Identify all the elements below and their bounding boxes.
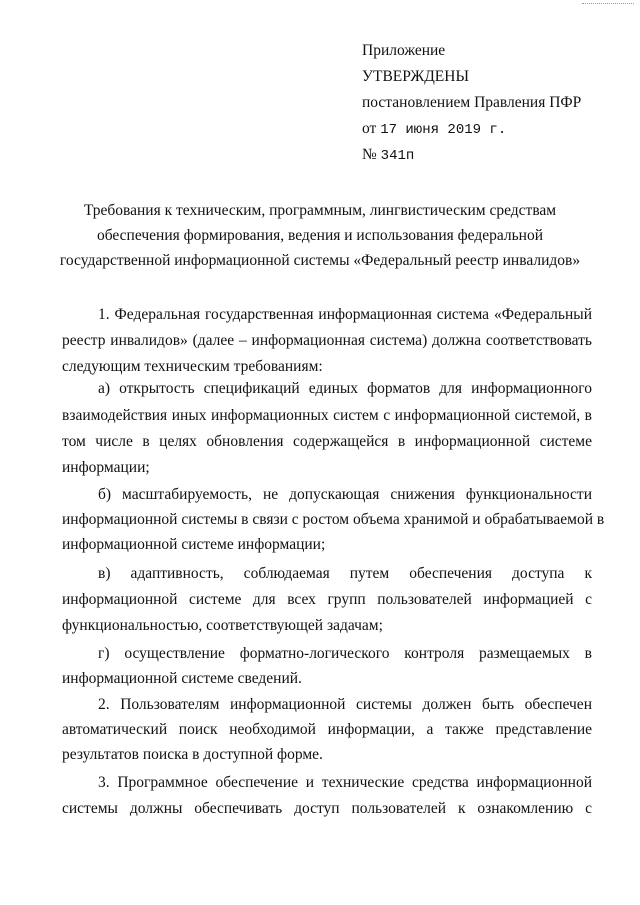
resolution-date-line xyxy=(362,116,581,142)
paragraph-line: 2. Пользователям информационной системы должен быть обеспечен xyxy=(98,696,592,713)
paragraph-line: информационной системы в связи с ростом объема хранимой и обрабатываемой в xyxy=(62,511,605,528)
paragraph-line: б) масштабируемость, не допускающая снижения функциональности xyxy=(98,486,592,503)
resolution-number-line xyxy=(362,142,581,168)
approval-block xyxy=(362,38,581,168)
resolution-number: 341п xyxy=(380,148,415,164)
scan-edge-mark xyxy=(582,3,634,4)
paragraph-line: г) осуществление форматно-логического контроля размещаемых в xyxy=(98,645,592,662)
title-line-1: Требования к техническим, программным, лингвистическим средствам xyxy=(83,202,557,219)
paragraph-line: следующим техническим требованиям: xyxy=(62,358,323,375)
paragraph-line: в) адаптивность, соблюдаемая путем обеспечения доступа к xyxy=(98,565,592,582)
paragraph-line: том числе в целях обновления содержащейся в информационной системе xyxy=(62,433,592,450)
paragraph-line: системы должны обеспечивать доступ пользователей к ознакомлению с xyxy=(62,800,592,817)
resolution-date: 17 июня 2019 г. xyxy=(380,122,507,138)
paragraph-line: функциональностью, соответствующей задачам; xyxy=(62,617,383,634)
date-prefix: от xyxy=(362,120,377,137)
paragraph-line: 3. Программное обеспечение и технические средства информационной xyxy=(98,774,592,791)
paragraph-line: автоматический поиск необходимой информации, а также представление xyxy=(62,721,592,738)
paragraph-line: 1. Федеральная государственная информационная система «Федеральный xyxy=(98,306,592,323)
paragraph-line: взаимодействия иных информационных систем с информационной системой, в xyxy=(62,407,592,424)
paragraph-line: информационной системе для всех групп пользователей информацией с xyxy=(62,591,592,608)
document-title xyxy=(40,198,600,273)
approved-label: УТВЕРЖДЕНЫ xyxy=(362,68,469,85)
paragraph-line: а) открытость спецификаций единых форматов для информационного xyxy=(98,380,592,397)
paragraph-line: информационной системе сведений. xyxy=(62,670,302,687)
paragraph-line: информационной системе информации; xyxy=(62,536,326,553)
resolution-label: постановлением Правления ПФР xyxy=(362,94,582,111)
paragraph-line: результатов поиска в доступной форме. xyxy=(62,746,323,763)
paragraph-line: реестр инвалидов» (далее – информационная система) должна соответствовать xyxy=(62,332,592,349)
paragraph-line: информации; xyxy=(62,459,150,476)
appendix-label: Приложение xyxy=(362,42,446,59)
title-line-3: государственной информационной системы «Федеральный реестр инвалидов» xyxy=(59,252,581,269)
title-line-2: обеспечения формирования, ведения и использования федеральной xyxy=(96,227,544,244)
number-sign: № xyxy=(362,146,377,163)
